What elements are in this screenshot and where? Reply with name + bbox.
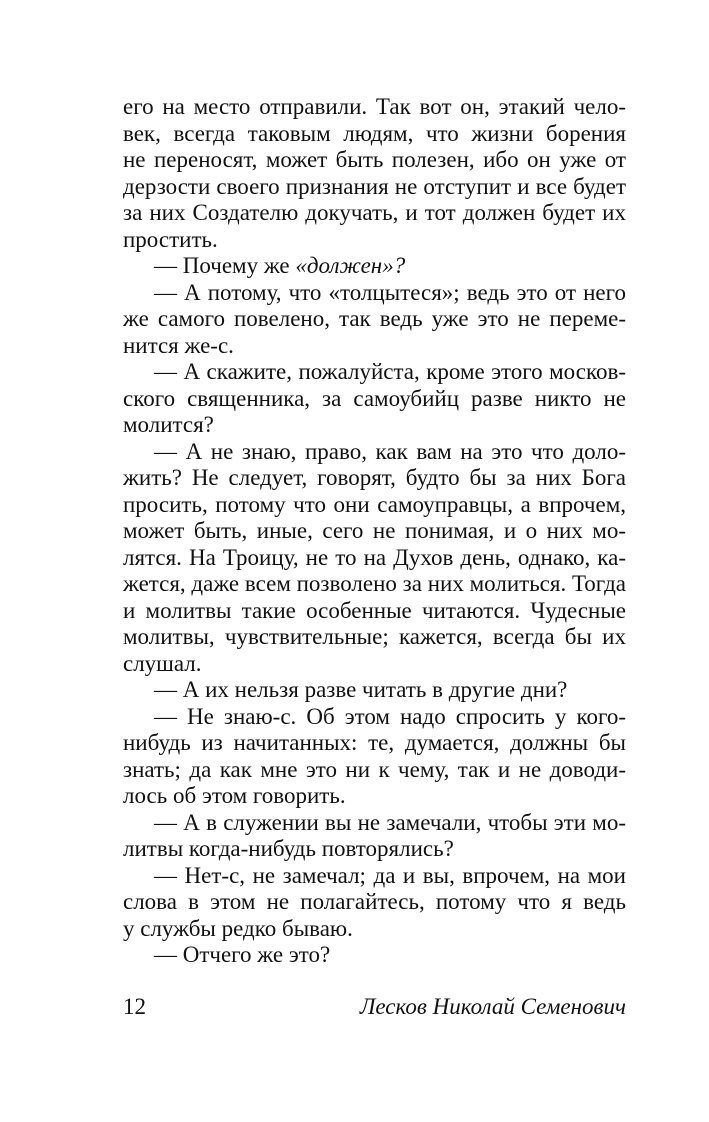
text-line: жется, даже всем позволено за них молиться. Тогда	[123, 571, 626, 596]
page-footer	[123, 993, 626, 1021]
text-line: — А потому, что «толцытеся»; ведь это от него	[154, 279, 626, 305]
dialogue-text: — Почему же	[154, 253, 296, 278]
text-line: лось об этом говорить.	[123, 783, 346, 808]
text-line: просить, потому что они самоуправцы, а впрочем,	[123, 491, 626, 517]
text-line: его на место отправили. Так вот он, этакий чело-	[123, 94, 626, 119]
emphasized-word: «должен»?	[295, 253, 406, 278]
text-line: — А в служении вы не замечали, чтобы эти мо-	[154, 809, 626, 835]
text-line: молится?	[123, 412, 214, 437]
text-line: — Не знаю-с. Об этом надо спросить у кого-	[154, 703, 626, 729]
text-line	[123, 253, 626, 280]
author-name: Лесков Николай Семенович	[359, 994, 626, 1019]
text-line: ского священника, за самоубийц разве никто не	[123, 385, 626, 411]
text-line: слушал.	[123, 650, 202, 676]
text-line: — Отчего же это?	[154, 942, 331, 967]
text-line: литвы когда-нибудь повторялись?	[123, 836, 454, 861]
body-text	[123, 94, 626, 969]
text-line: лятся. На Троицу, не то на Духов день, однако, ка-	[123, 544, 626, 570]
text-line: может быть, иные, сего не понимая, и о них мо-	[123, 518, 626, 543]
page-number: 12	[123, 994, 146, 1019]
text-line: век, всегда таковым людям, что жизни борения	[123, 120, 626, 146]
text-line: и молитвы такие особенные читаются. Чудесные	[123, 597, 626, 623]
text-line: жить? Не следует, говорят, будто бы за них Бога	[123, 465, 626, 490]
text-line: — А их нельзя разве читать в другие дни?	[154, 677, 568, 702]
text-line: — А скажите, пожалуйста, кроме этого москов-	[154, 359, 626, 384]
text-line: слова в этом не полагайтесь, потому что я ведь	[123, 889, 626, 914]
text-line: за них Создателю докучать, и тот должен будет их	[123, 200, 626, 225]
text-line: простить.	[123, 226, 218, 252]
text-line: дерзости своего признания не отступит и все будет	[123, 173, 626, 199]
text-line: не переносят, может быть полезен, ибо он уже от	[123, 147, 626, 172]
text-line: нится же-с.	[123, 332, 234, 358]
text-line: же самого повелено, так ведь уже это не переме-	[123, 306, 626, 331]
text-line: у службы редко бываю.	[123, 915, 353, 941]
text-line: — Нет-с, не замечал; да и вы, впрочем, на мои	[154, 862, 626, 888]
text-line: знать; да как мне это ни к чему, так и не доводи-	[123, 756, 626, 782]
text-line: молитвы, чувствительные; кажется, всегда бы их	[123, 624, 626, 649]
text-line: нибудь из начитанных: те, думается, должны бы	[123, 730, 626, 755]
text-line: — А не знаю, право, как вам на это что доло-	[154, 438, 626, 464]
